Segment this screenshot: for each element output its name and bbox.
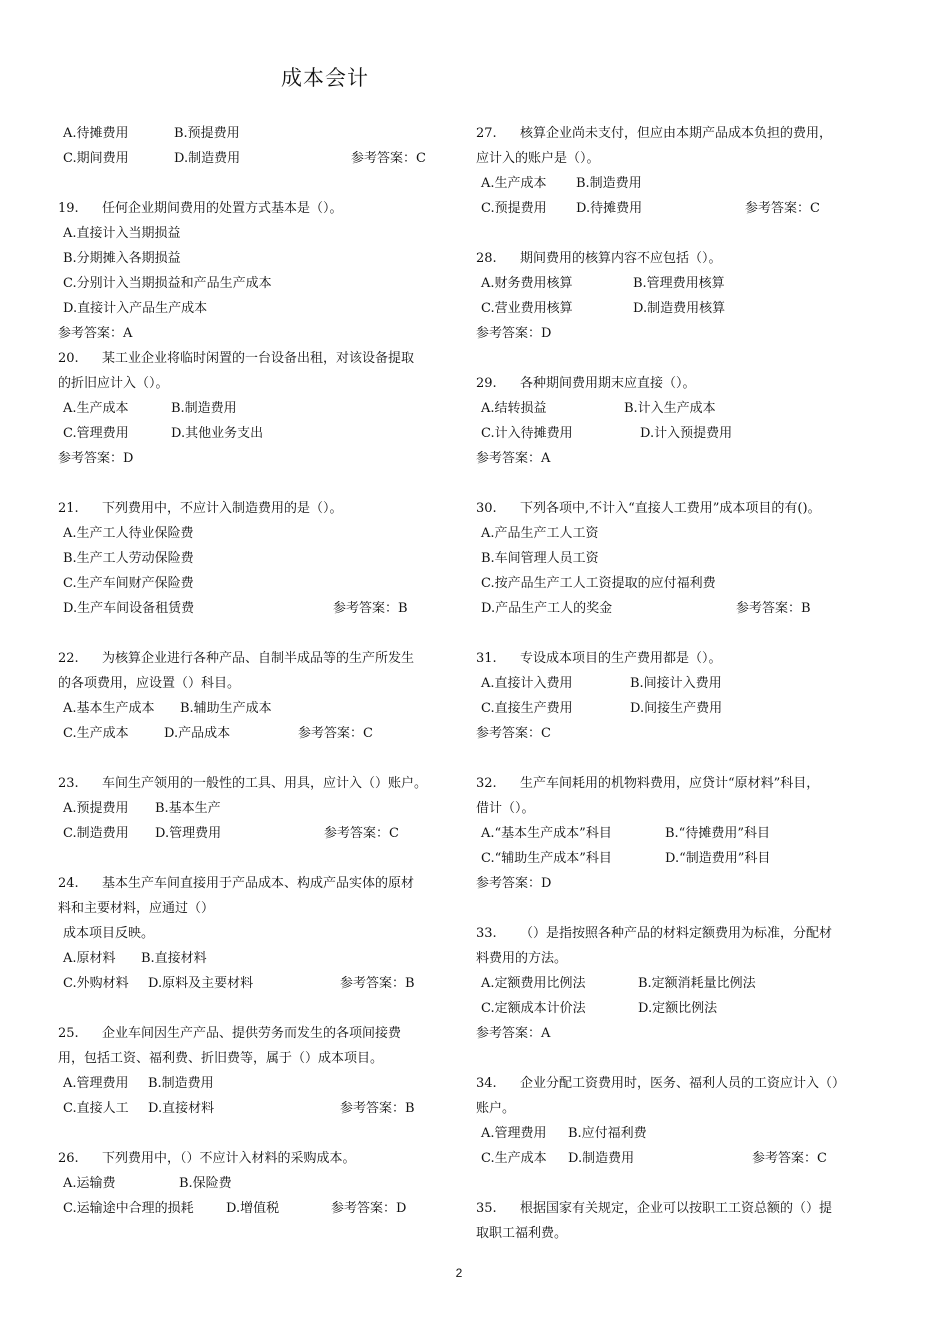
option-text: C.运输途中合理的损耗 [63, 1201, 194, 1216]
question-text: 为核算企业进行各种产品、自制半成品等的生产所发生 [102, 651, 415, 666]
answer-label: 参考答案： [333, 601, 399, 616]
option-text: B.保险费 [179, 1176, 232, 1191]
answer-label: 参考答案： [340, 976, 406, 991]
blank-line [58, 996, 450, 1021]
question-line [476, 246, 872, 271]
text-line [476, 271, 872, 296]
question-text: 料和主要材料，应通过（） [58, 901, 215, 916]
text-line [476, 1021, 872, 1046]
right-column [476, 121, 872, 1246]
question-number: 21. [58, 501, 79, 516]
text-line [58, 821, 450, 846]
option-text: B.“待摊费用”科目 [665, 826, 770, 841]
option-text: D.原料及主要材料 [148, 976, 254, 991]
question-number: 33. [476, 926, 497, 941]
blank-line [58, 1121, 450, 1146]
option-text: B.分期摊入各期损益 [63, 251, 181, 266]
question-number: 26. [58, 1151, 79, 1166]
answer-value: D [123, 451, 134, 466]
question-number: 24. [58, 876, 79, 891]
text-line [58, 1046, 450, 1071]
option-text: A.原材料 [63, 951, 116, 966]
option-text: B.生产工人劳动保险费 [63, 551, 194, 566]
blank-line [476, 621, 872, 646]
option-text: C.定额成本计价法 [481, 1001, 586, 1016]
blank-line [58, 746, 450, 771]
answer-label: 参考答案： [745, 201, 811, 216]
question-text: 各种期间费用期末应直接（）。 [520, 376, 696, 391]
blank-line [58, 171, 450, 196]
text-line [58, 1096, 450, 1121]
text-line [476, 696, 872, 721]
option-text: D.制造费用核算 [633, 301, 726, 316]
question-number: 30. [476, 501, 497, 516]
question-text: 企业车间因生产产品、提供劳务而发生的各项间接费 [102, 1026, 402, 1041]
answer-reference [324, 821, 399, 846]
option-text: B.辅助生产成本 [180, 701, 272, 716]
answer-value: D [541, 876, 552, 891]
option-text: C.“辅助生产成本”科目 [481, 851, 612, 866]
answer-value: C [810, 201, 820, 216]
question-number: 25. [58, 1026, 79, 1041]
text-line [476, 421, 872, 446]
question-text: 用，包括工资、福利费、折旧费等，属于（）成本项目。 [58, 1051, 384, 1066]
option-text: B.定额消耗量比例法 [638, 976, 756, 991]
text-line [476, 971, 872, 996]
text-line [58, 321, 450, 346]
question-text: 料费用的方法。 [476, 951, 568, 966]
text-line [58, 1071, 450, 1096]
option-text: C.预提费用 [481, 201, 547, 216]
text-line [476, 521, 872, 546]
option-text: D.直接计入产品生产成本 [63, 301, 208, 316]
answer-value: B [801, 601, 811, 616]
question-text: 基本生产车间直接用于产品成本、构成产品实体的原材 [102, 876, 415, 891]
answer-value: D [541, 326, 552, 341]
option-text: B.管理费用核算 [633, 276, 725, 291]
option-text: D.“制造费用”科目 [665, 851, 771, 866]
text-line [58, 546, 450, 571]
left-column [58, 121, 450, 1221]
blank-line [476, 221, 872, 246]
answer-reference [752, 1146, 827, 1171]
answer-reference [340, 1096, 415, 1121]
answer-value: C [389, 826, 399, 841]
option-text: B.制造费用 [171, 401, 237, 416]
text-line [476, 671, 872, 696]
text-line [476, 721, 872, 746]
text-line [476, 946, 872, 971]
text-line [58, 221, 450, 246]
question-line [476, 921, 872, 946]
option-text: A.预提费用 [63, 801, 129, 816]
option-text: D.产品成本 [164, 726, 231, 741]
question-line [58, 871, 450, 896]
answer-value: C [363, 726, 373, 741]
text-line [58, 521, 450, 546]
question-line [58, 1146, 450, 1171]
blank-line [476, 1171, 872, 1196]
option-text: C.直接人工 [63, 1101, 129, 1116]
option-text: D.产品生产工人的奖金 [481, 601, 613, 616]
question-text: 专设成本项目的生产费用都是（）。 [520, 651, 722, 666]
option-text: 成本项目反映。 [63, 926, 155, 941]
text-line [476, 571, 872, 596]
option-text: D.直接材料 [148, 1101, 215, 1116]
option-text: B.计入生产成本 [624, 401, 716, 416]
text-line [476, 396, 872, 421]
answer-value: B [405, 976, 415, 991]
question-text: 企业分配工资费用时，医务、福利人员的工资应计入（） [520, 1076, 846, 1091]
question-line [58, 496, 450, 521]
question-text: 任何企业期间费用的处置方式基本是（）。 [102, 201, 343, 216]
text-line [58, 696, 450, 721]
option-text: D.间接生产费用 [630, 701, 723, 716]
text-line [58, 571, 450, 596]
question-text: 借计（）。 [476, 801, 535, 816]
option-text: D.定额比例法 [638, 1001, 718, 1016]
question-text: 的各项费用，应设置（）科目。 [58, 676, 241, 691]
answer-value: C [541, 726, 551, 741]
text-line [476, 1146, 872, 1171]
answer-value: A [541, 1026, 551, 1041]
question-text: 应计入的账户是（）。 [476, 151, 600, 166]
text-line [58, 671, 450, 696]
text-line [58, 971, 450, 996]
question-number: 22. [58, 651, 79, 666]
text-line [58, 796, 450, 821]
text-line [476, 146, 872, 171]
question-text: 某工业企业将临时闲置的一台设备出租，对该设备提取 [102, 351, 415, 366]
question-text: 账户。 [476, 1101, 516, 1116]
text-line [58, 271, 450, 296]
text-line [476, 596, 872, 621]
option-text: C.分别计入当期损益和产品生产成本 [63, 276, 272, 291]
text-line [476, 171, 872, 196]
question-number: 29. [476, 376, 497, 391]
answer-label: 参考答案： [298, 726, 364, 741]
text-line [476, 1121, 872, 1146]
text-line [58, 296, 450, 321]
text-line [476, 846, 872, 871]
option-text: A.产品生产工人工资 [481, 526, 599, 541]
option-text: C.营业费用核算 [481, 301, 573, 316]
option-text: A.基本生产成本 [63, 701, 155, 716]
option-text: D.管理费用 [155, 826, 222, 841]
question-text: 根据国家有关规定，企业可以按职工工资总额的（）提 [520, 1201, 833, 1216]
option-text: A.生产工人待业保险费 [63, 526, 194, 541]
question-number: 35. [476, 1201, 497, 1216]
text-line [476, 321, 872, 346]
blank-line [476, 746, 872, 771]
question-number: 23. [58, 776, 79, 791]
option-text: B.制造费用 [576, 176, 642, 191]
option-text: D.计入预提费用 [640, 426, 733, 441]
text-line [476, 821, 872, 846]
question-text: （）是指按照各种产品的材料定额费用为标准，分配材 [520, 926, 833, 941]
option-text: C.制造费用 [63, 826, 129, 841]
text-line [58, 421, 450, 446]
blank-line [476, 896, 872, 921]
question-line [476, 771, 872, 796]
text-line [476, 871, 872, 896]
answer-label: 参考答案： [476, 451, 542, 466]
answer-reference [736, 596, 811, 621]
question-line [476, 496, 872, 521]
option-text: B.基本生产 [155, 801, 221, 816]
text-line [58, 396, 450, 421]
text-line [58, 246, 450, 271]
text-line [58, 1171, 450, 1196]
option-text: C.外购材料 [63, 976, 129, 991]
answer-label: 参考答案： [340, 1101, 406, 1116]
blank-line [58, 621, 450, 646]
option-text: A.运输费 [63, 1176, 116, 1191]
blank-line [476, 471, 872, 496]
answer-label: 参考答案： [351, 151, 417, 166]
question-text: 下列费用中，（）不应计入材料的采购成本。 [102, 1151, 356, 1166]
text-line [58, 1196, 450, 1221]
option-text: B.直接材料 [141, 951, 207, 966]
question-text: 期间费用的核算内容不应包括（）。 [520, 251, 722, 266]
answer-label: 参考答案： [752, 1151, 818, 1166]
option-text: A.管理费用 [63, 1076, 129, 1091]
option-text: C.计入待摊费用 [481, 426, 573, 441]
option-text: C.直接生产费用 [481, 701, 573, 716]
answer-label: 参考答案： [58, 326, 124, 341]
option-text: C.生产成本 [481, 1151, 547, 1166]
text-line [58, 446, 450, 471]
option-text: C.期间费用 [63, 151, 129, 166]
option-text: D.制造费用 [568, 1151, 635, 1166]
question-text: 车间生产领用的一般性的工具、用具，应计入（）账户。 [102, 776, 428, 791]
text-line [476, 546, 872, 571]
question-line [58, 346, 450, 371]
question-line [58, 1021, 450, 1046]
option-text: C.生产成本 [63, 726, 129, 741]
option-text: A.生产成本 [63, 401, 129, 416]
option-text: D.待摊费用 [576, 201, 643, 216]
question-text: 生产车间耗用的机物料费用，应贷计“原材料”科目， [520, 776, 820, 791]
answer-reference [340, 971, 415, 996]
option-text: B.预提费用 [174, 126, 240, 141]
text-line [476, 996, 872, 1021]
option-text: D.其他业务支出 [171, 426, 264, 441]
question-line [58, 646, 450, 671]
question-line [476, 1071, 872, 1096]
answer-label: 参考答案： [324, 826, 390, 841]
page-number: 2 [455, 1266, 463, 1280]
option-text: A.生产成本 [481, 176, 547, 191]
answer-label: 参考答案： [476, 1026, 542, 1041]
answer-label: 参考答案： [476, 726, 542, 741]
answer-value: C [817, 1151, 827, 1166]
option-text: D.生产车间设备租赁费 [63, 601, 195, 616]
page-title: 成本会计 [281, 66, 369, 90]
answer-value: B [405, 1101, 415, 1116]
text-line [58, 596, 450, 621]
question-text: 取职工福利费。 [476, 1226, 568, 1241]
text-line [58, 371, 450, 396]
option-text: B.车间管理人员工资 [481, 551, 599, 566]
answer-value: C [416, 151, 426, 166]
text-line [58, 146, 450, 171]
answer-value: A [541, 451, 551, 466]
question-number: 32. [476, 776, 497, 791]
option-text: C.生产车间财产保险费 [63, 576, 194, 591]
blank-line [58, 471, 450, 496]
answer-value: B [398, 601, 408, 616]
text-line [476, 296, 872, 321]
option-text: B.应付福利费 [568, 1126, 647, 1141]
answer-label: 参考答案： [58, 451, 124, 466]
question-number: 20. [58, 351, 79, 366]
answer-label: 参考答案： [476, 876, 542, 891]
question-text: 的折旧应计入（）。 [58, 376, 169, 391]
blank-line [476, 346, 872, 371]
blank-line [58, 846, 450, 871]
answer-reference [333, 596, 408, 621]
answer-reference [745, 196, 820, 221]
answer-label: 参考答案： [331, 1201, 397, 1216]
text-line [476, 1221, 872, 1246]
option-text: C.按产品生产工人工资提取的应付福利费 [481, 576, 716, 591]
question-line [58, 196, 450, 221]
question-text: 核算企业尚未支付，但应由本期产品成本负担的费用， [520, 126, 833, 141]
question-line [476, 371, 872, 396]
option-text: D.增值税 [226, 1201, 280, 1216]
answer-label: 参考答案： [736, 601, 802, 616]
answer-label: 参考答案： [476, 326, 542, 341]
answer-reference [351, 146, 426, 171]
question-line [476, 646, 872, 671]
text-line [476, 196, 872, 221]
option-text: D.制造费用 [174, 151, 241, 166]
text-line [476, 796, 872, 821]
question-text: 下列费用中，不应计入制造费用的是（）。 [102, 501, 343, 516]
question-number: 28. [476, 251, 497, 266]
text-line [58, 896, 450, 921]
text-line [58, 121, 450, 146]
option-text: A.直接计入当期损益 [63, 226, 181, 241]
question-line [476, 1196, 872, 1221]
option-text: A.直接计入费用 [481, 676, 573, 691]
blank-line [476, 1046, 872, 1071]
answer-value: A [123, 326, 133, 341]
option-text: A.待摊费用 [63, 126, 129, 141]
option-text: B.制造费用 [148, 1076, 214, 1091]
option-text: A.定额费用比例法 [481, 976, 586, 991]
question-line [58, 771, 450, 796]
option-text: A.管理费用 [481, 1126, 547, 1141]
answer-value: D [396, 1201, 407, 1216]
answer-reference [331, 1196, 406, 1221]
text-line [476, 446, 872, 471]
option-text: B.间接计入费用 [630, 676, 722, 691]
question-number: 34. [476, 1076, 497, 1091]
option-text: C.管理费用 [63, 426, 129, 441]
question-number: 27. [476, 126, 497, 141]
text-line [476, 1096, 872, 1121]
option-text: A.财务费用核算 [481, 276, 573, 291]
answer-reference [298, 721, 373, 746]
text-line [58, 721, 450, 746]
question-number: 31. [476, 651, 497, 666]
question-text: 下列各项中,不计入“直接人工费用”成本项目的有()。 [520, 501, 821, 516]
question-line [476, 121, 872, 146]
text-line [58, 921, 450, 946]
question-number: 19. [58, 201, 79, 216]
text-line [58, 946, 450, 971]
option-text: A.“基本生产成本”科目 [481, 826, 612, 841]
option-text: A.结转损益 [481, 401, 547, 416]
